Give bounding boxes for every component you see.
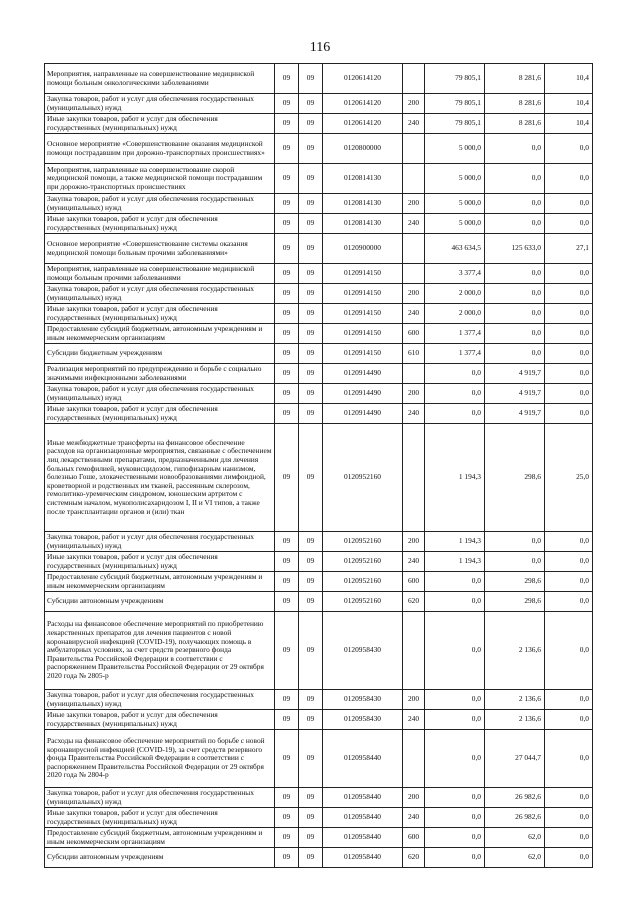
cell-name: Закупка товаров, работ и услуг для обеспечения государственных (муниципальных) нужд xyxy=(45,194,275,214)
cell-percent: 0,0 xyxy=(545,592,593,612)
cell-expense-type: 200 xyxy=(403,284,425,304)
cell-name: Основное мероприятие «Совершенствование оказания медицинской помощи пострадавшим при дорожно-транспортных происшествиях» xyxy=(45,134,275,164)
cell-expense-type: 600 xyxy=(403,828,425,848)
cell-amount-plan: 0,0 xyxy=(425,788,485,808)
table-row xyxy=(45,214,593,234)
cell-amount-actual: 0,0 xyxy=(485,194,545,214)
table-row xyxy=(45,592,593,612)
cell-amount-actual: 26 982,6 xyxy=(485,808,545,828)
cell-section: 09 xyxy=(275,64,299,94)
cell-amount-plan: 1 194,3 xyxy=(425,532,485,552)
cell-percent: 0,0 xyxy=(545,164,593,194)
table-row xyxy=(45,234,593,264)
cell-amount-actual: 0,0 xyxy=(485,552,545,572)
cell-section: 09 xyxy=(275,612,299,690)
cell-section: 09 xyxy=(275,848,299,868)
cell-target-article: 0120914490 xyxy=(323,364,403,384)
cell-subsection: 09 xyxy=(299,710,323,730)
cell-amount-actual: 0,0 xyxy=(485,284,545,304)
cell-amount-actual: 0,0 xyxy=(485,324,545,344)
cell-subsection: 09 xyxy=(299,214,323,234)
cell-section: 09 xyxy=(275,304,299,324)
cell-amount-actual: 62,0 xyxy=(485,848,545,868)
cell-percent: 25,0 xyxy=(545,424,593,532)
table-row xyxy=(45,404,593,424)
cell-section: 09 xyxy=(275,828,299,848)
table-row xyxy=(45,64,593,94)
cell-subsection: 09 xyxy=(299,828,323,848)
cell-amount-plan: 0,0 xyxy=(425,572,485,592)
cell-section: 09 xyxy=(275,194,299,214)
cell-target-article: 0120958430 xyxy=(323,710,403,730)
table-body xyxy=(45,64,593,868)
cell-percent: 10,4 xyxy=(545,64,593,94)
cell-target-article: 0120614120 xyxy=(323,114,403,134)
cell-subsection: 09 xyxy=(299,64,323,94)
cell-target-article: 0120952160 xyxy=(323,532,403,552)
table-row xyxy=(45,690,593,710)
cell-amount-actual: 2 136,6 xyxy=(485,612,545,690)
cell-amount-plan: 79 805,1 xyxy=(425,94,485,114)
cell-subsection: 09 xyxy=(299,304,323,324)
cell-amount-actual: 62,0 xyxy=(485,828,545,848)
cell-amount-plan: 0,0 xyxy=(425,592,485,612)
cell-target-article: 0120958430 xyxy=(323,612,403,690)
cell-amount-plan: 0,0 xyxy=(425,384,485,404)
cell-subsection: 09 xyxy=(299,134,323,164)
cell-subsection: 09 xyxy=(299,164,323,194)
cell-section: 09 xyxy=(275,710,299,730)
cell-name: Мероприятия, направленные на совершенствование скорой медицинской помощи, а также медицинской помощи пострадавшим при дорожно-транспортных происшествиях xyxy=(45,164,275,194)
cell-percent: 27,1 xyxy=(545,234,593,264)
cell-name: Иные закупки товаров, работ и услуг для обеспечения государственных (муниципальных) нужд xyxy=(45,552,275,572)
table-row xyxy=(45,94,593,114)
cell-percent: 0,0 xyxy=(545,848,593,868)
table-row xyxy=(45,788,593,808)
cell-subsection: 09 xyxy=(299,194,323,214)
cell-amount-actual: 8 281,6 xyxy=(485,114,545,134)
cell-expense-type: 200 xyxy=(403,94,425,114)
cell-target-article: 0120614120 xyxy=(323,64,403,94)
cell-section: 09 xyxy=(275,114,299,134)
cell-amount-plan: 3 377,4 xyxy=(425,264,485,284)
table-row xyxy=(45,134,593,164)
table-row xyxy=(45,194,593,214)
cell-amount-actual: 2 136,6 xyxy=(485,690,545,710)
cell-amount-plan: 2 000,0 xyxy=(425,284,485,304)
cell-expense-type xyxy=(403,730,425,788)
cell-expense-type: 620 xyxy=(403,592,425,612)
budget-table xyxy=(44,63,593,868)
cell-target-article: 0120814130 xyxy=(323,194,403,214)
cell-subsection: 09 xyxy=(299,532,323,552)
cell-amount-actual: 298,6 xyxy=(485,424,545,532)
cell-section: 09 xyxy=(275,344,299,364)
cell-expense-type xyxy=(403,612,425,690)
table-row xyxy=(45,344,593,364)
table-row xyxy=(45,384,593,404)
cell-percent: 0,0 xyxy=(545,304,593,324)
table-row xyxy=(45,264,593,284)
cell-percent: 10,4 xyxy=(545,94,593,114)
cell-name: Закупка товаров, работ и услуг для обеспечения государственных (муниципальных) нужд xyxy=(45,788,275,808)
cell-expense-type xyxy=(403,134,425,164)
cell-name: Реализация мероприятий по предупреждению и борьбе с социально значимыми инфекционными заболеваниями xyxy=(45,364,275,384)
cell-amount-actual: 0,0 xyxy=(485,264,545,284)
cell-expense-type: 240 xyxy=(403,552,425,572)
table-row xyxy=(45,424,593,532)
cell-subsection: 09 xyxy=(299,344,323,364)
cell-expense-type: 240 xyxy=(403,114,425,134)
cell-target-article: 0120800000 xyxy=(323,134,403,164)
cell-section: 09 xyxy=(275,284,299,304)
cell-name: Мероприятия, направленные на совершенствование медицинской помощи больным прочими заболеваниями xyxy=(45,264,275,284)
cell-name: Расходы на финансовое обеспечение мероприятий по борьбе с новой коронавирусной инфекцией (COVID-19), за счет средств резервного фонда Правительства Российской Федерации в соответствии с распоряжением Правительства Российской Федерации от 29 октября 2020 года № 2804-р xyxy=(45,730,275,788)
cell-name: Расходы на финансовое обеспечение мероприятий по приобретению лекарственных препаратов для лечения пациентов с новой коронавирусной инфекцией (COVID-19), получающих помощь в амбулаторных условиях, за счет средств резервного фонда Правительства Российской Федерации в соответствии с распоряжением Правительства Российской Федерации от 29 октября 2020 года № 2805-р xyxy=(45,612,275,690)
cell-amount-plan: 0,0 xyxy=(425,364,485,384)
cell-percent: 0,0 xyxy=(545,828,593,848)
table-row xyxy=(45,552,593,572)
cell-target-article: 0120958440 xyxy=(323,808,403,828)
cell-section: 09 xyxy=(275,730,299,788)
cell-section: 09 xyxy=(275,572,299,592)
cell-expense-type: 200 xyxy=(403,788,425,808)
cell-subsection: 09 xyxy=(299,808,323,828)
cell-name: Иные закупки товаров, работ и услуг для обеспечения государственных (муниципальных) нужд xyxy=(45,214,275,234)
cell-percent: 0,0 xyxy=(545,284,593,304)
cell-target-article: 0120958430 xyxy=(323,690,403,710)
cell-expense-type: 200 xyxy=(403,194,425,214)
cell-target-article: 0120914150 xyxy=(323,284,403,304)
cell-expense-type xyxy=(403,424,425,532)
cell-name: Иные межбюджетные трансферты на финансовое обеспечение расходов на организационные мероприятия, связанные с обеспечением лиц лекарственными препаратами, предназначенными для лечения больных гемофилией, муковисцидозом, гипофизарным нанизмом, болезнью Гоше, злокачественными новообразованиями лимфоидной, кроветворной и родственных им тканей, рассеянным склерозом, гемолитико-уремическим синдромом, юношеским артритом с системным началом, мукополисахаридозом I, II и VI типов, а также после трансплантации органов и (или) ткан xyxy=(45,424,275,532)
table-row xyxy=(45,730,593,788)
cell-amount-actual: 8 281,6 xyxy=(485,64,545,94)
cell-amount-plan: 5 000,0 xyxy=(425,164,485,194)
cell-amount-plan: 0,0 xyxy=(425,808,485,828)
cell-name: Предоставление субсидий бюджетным, автономным учреждениям и иным некоммерческим организациям xyxy=(45,324,275,344)
cell-amount-plan: 5 000,0 xyxy=(425,134,485,164)
cell-amount-actual: 27 044,7 xyxy=(485,730,545,788)
cell-name: Закупка товаров, работ и услуг для обеспечения государственных (муниципальных) нужд xyxy=(45,690,275,710)
cell-amount-plan: 1 377,4 xyxy=(425,344,485,364)
cell-target-article: 0120614120 xyxy=(323,94,403,114)
cell-expense-type xyxy=(403,364,425,384)
cell-target-article: 0120814130 xyxy=(323,164,403,194)
cell-name: Иные закупки товаров, работ и услуг для обеспечения государственных (муниципальных) нужд xyxy=(45,404,275,424)
cell-expense-type: 200 xyxy=(403,384,425,404)
cell-percent: 0,0 xyxy=(545,572,593,592)
cell-target-article: 0120952160 xyxy=(323,592,403,612)
cell-amount-actual: 0,0 xyxy=(485,344,545,364)
cell-amount-plan: 1 377,4 xyxy=(425,324,485,344)
cell-subsection: 09 xyxy=(299,424,323,532)
cell-expense-type xyxy=(403,264,425,284)
table-row xyxy=(45,532,593,552)
cell-section: 09 xyxy=(275,552,299,572)
cell-percent: 0,0 xyxy=(545,532,593,552)
cell-target-article: 0120958440 xyxy=(323,788,403,808)
cell-name: Иные закупки товаров, работ и услуг для обеспечения государственных (муниципальных) нужд xyxy=(45,710,275,730)
table-row xyxy=(45,364,593,384)
cell-subsection: 09 xyxy=(299,730,323,788)
table-row xyxy=(45,164,593,194)
cell-expense-type: 240 xyxy=(403,304,425,324)
cell-subsection: 09 xyxy=(299,552,323,572)
cell-subsection: 09 xyxy=(299,264,323,284)
cell-section: 09 xyxy=(275,134,299,164)
cell-amount-actual: 0,0 xyxy=(485,164,545,194)
cell-percent: 0,0 xyxy=(545,552,593,572)
cell-amount-plan: 2 000,0 xyxy=(425,304,485,324)
cell-amount-actual: 4 919,7 xyxy=(485,404,545,424)
table-row xyxy=(45,304,593,324)
table-row xyxy=(45,808,593,828)
cell-amount-actual: 26 982,6 xyxy=(485,788,545,808)
cell-subsection: 09 xyxy=(299,364,323,384)
cell-percent: 0,0 xyxy=(545,194,593,214)
cell-amount-plan: 0,0 xyxy=(425,828,485,848)
cell-expense-type: 600 xyxy=(403,572,425,592)
cell-name: Иные закупки товаров, работ и услуг для обеспечения государственных (муниципальных) нужд xyxy=(45,114,275,134)
cell-amount-plan: 5 000,0 xyxy=(425,214,485,234)
cell-section: 09 xyxy=(275,424,299,532)
table-row xyxy=(45,848,593,868)
cell-subsection: 09 xyxy=(299,284,323,304)
cell-name: Закупка товаров, работ и услуг для обеспечения государственных (муниципальных) нужд xyxy=(45,94,275,114)
cell-amount-actual: 298,6 xyxy=(485,592,545,612)
cell-amount-plan: 1 194,3 xyxy=(425,552,485,572)
cell-section: 09 xyxy=(275,690,299,710)
cell-subsection: 09 xyxy=(299,690,323,710)
cell-name: Закупка товаров, работ и услуг для обеспечения государственных (муниципальных) нужд xyxy=(45,532,275,552)
cell-name: Субсидии бюджетным учреждениям xyxy=(45,344,275,364)
cell-name: Субсидии автономным учреждениям xyxy=(45,592,275,612)
cell-expense-type xyxy=(403,234,425,264)
cell-target-article: 0120914150 xyxy=(323,264,403,284)
table-row xyxy=(45,612,593,690)
cell-percent: 10,4 xyxy=(545,114,593,134)
cell-section: 09 xyxy=(275,324,299,344)
cell-section: 09 xyxy=(275,788,299,808)
cell-subsection: 09 xyxy=(299,404,323,424)
cell-percent: 0,0 xyxy=(545,264,593,284)
cell-name: Иные закупки товаров, работ и услуг для обеспечения государственных (муниципальных) нужд xyxy=(45,808,275,828)
cell-name: Основное мероприятие «Совершенствование системы оказания медицинской помощи больным прочими заболеваниями» xyxy=(45,234,275,264)
cell-amount-plan: 463 634,5 xyxy=(425,234,485,264)
cell-percent: 0,0 xyxy=(545,214,593,234)
cell-name: Мероприятия, направленные на совершенствование медицинской помощи больным онкологическими заболеваниями xyxy=(45,64,275,94)
cell-target-article: 0120914150 xyxy=(323,324,403,344)
cell-name: Закупка товаров, работ и услуг для обеспечения государственных (муниципальных) нужд xyxy=(45,284,275,304)
cell-target-article: 0120900000 xyxy=(323,234,403,264)
cell-target-article: 0120958440 xyxy=(323,848,403,868)
cell-percent: 0,0 xyxy=(545,808,593,828)
cell-target-article: 0120914490 xyxy=(323,404,403,424)
cell-expense-type: 240 xyxy=(403,404,425,424)
cell-percent: 0,0 xyxy=(545,710,593,730)
cell-amount-plan: 79 805,1 xyxy=(425,114,485,134)
cell-percent: 0,0 xyxy=(545,134,593,164)
cell-subsection: 09 xyxy=(299,612,323,690)
cell-expense-type: 200 xyxy=(403,532,425,552)
page-number: 116 xyxy=(309,40,331,55)
cell-amount-plan: 0,0 xyxy=(425,404,485,424)
cell-percent: 0,0 xyxy=(545,788,593,808)
cell-amount-actual: 0,0 xyxy=(485,134,545,164)
cell-amount-actual: 298,6 xyxy=(485,572,545,592)
cell-amount-actual: 4 919,7 xyxy=(485,364,545,384)
cell-section: 09 xyxy=(275,234,299,264)
cell-name: Субсидии автономным учреждениям xyxy=(45,848,275,868)
cell-target-article: 0120914490 xyxy=(323,384,403,404)
cell-amount-actual: 4 919,7 xyxy=(485,384,545,404)
cell-amount-plan: 0,0 xyxy=(425,612,485,690)
cell-percent: 0,0 xyxy=(545,404,593,424)
cell-target-article: 0120814130 xyxy=(323,214,403,234)
cell-amount-actual: 8 281,6 xyxy=(485,94,545,114)
cell-percent: 0,0 xyxy=(545,344,593,364)
cell-amount-actual: 0,0 xyxy=(485,532,545,552)
cell-expense-type xyxy=(403,164,425,194)
cell-section: 09 xyxy=(275,404,299,424)
cell-target-article: 0120952160 xyxy=(323,572,403,592)
cell-amount-actual: 0,0 xyxy=(485,304,545,324)
table-row xyxy=(45,284,593,304)
cell-amount-plan: 79 805,1 xyxy=(425,64,485,94)
cell-expense-type: 620 xyxy=(403,848,425,868)
cell-expense-type: 200 xyxy=(403,690,425,710)
cell-section: 09 xyxy=(275,592,299,612)
cell-name: Иные закупки товаров, работ и услуг для обеспечения государственных (муниципальных) нужд xyxy=(45,304,275,324)
cell-amount-actual: 0,0 xyxy=(485,214,545,234)
table-row xyxy=(45,114,593,134)
table-row xyxy=(45,324,593,344)
cell-section: 09 xyxy=(275,808,299,828)
cell-target-article: 0120958440 xyxy=(323,828,403,848)
cell-amount-plan: 0,0 xyxy=(425,730,485,788)
cell-section: 09 xyxy=(275,264,299,284)
table-row xyxy=(45,828,593,848)
cell-amount-actual: 2 136,6 xyxy=(485,710,545,730)
cell-target-article: 0120914150 xyxy=(323,304,403,324)
cell-expense-type: 240 xyxy=(403,710,425,730)
cell-subsection: 09 xyxy=(299,592,323,612)
cell-target-article: 0120952160 xyxy=(323,552,403,572)
cell-name: Предоставление субсидий бюджетным, автономным учреждениям и иным некоммерческим организациям xyxy=(45,828,275,848)
cell-name: Предоставление субсидий бюджетным, автономным учреждениям и иным некоммерческим организациям xyxy=(45,572,275,592)
cell-name: Закупка товаров, работ и услуг для обеспечения государственных (муниципальных) нужд xyxy=(45,384,275,404)
cell-expense-type: 240 xyxy=(403,808,425,828)
cell-amount-plan: 0,0 xyxy=(425,690,485,710)
cell-subsection: 09 xyxy=(299,234,323,264)
cell-section: 09 xyxy=(275,164,299,194)
cell-subsection: 09 xyxy=(299,114,323,134)
cell-percent: 0,0 xyxy=(545,324,593,344)
cell-subsection: 09 xyxy=(299,384,323,404)
cell-section: 09 xyxy=(275,384,299,404)
cell-target-article: 0120958440 xyxy=(323,730,403,788)
cell-percent: 0,0 xyxy=(545,730,593,788)
cell-amount-plan: 0,0 xyxy=(425,710,485,730)
cell-subsection: 09 xyxy=(299,94,323,114)
cell-subsection: 09 xyxy=(299,848,323,868)
cell-expense-type: 610 xyxy=(403,344,425,364)
cell-expense-type: 600 xyxy=(403,324,425,344)
cell-target-article: 0120914150 xyxy=(323,344,403,364)
cell-subsection: 09 xyxy=(299,788,323,808)
cell-expense-type xyxy=(403,64,425,94)
table-row xyxy=(45,572,593,592)
cell-section: 09 xyxy=(275,364,299,384)
cell-amount-plan: 1 194,3 xyxy=(425,424,485,532)
cell-percent: 0,0 xyxy=(545,384,593,404)
cell-subsection: 09 xyxy=(299,572,323,592)
cell-percent: 0,0 xyxy=(545,364,593,384)
cell-amount-plan: 0,0 xyxy=(425,848,485,868)
cell-expense-type: 240 xyxy=(403,214,425,234)
cell-amount-actual: 125 633,0 xyxy=(485,234,545,264)
cell-subsection: 09 xyxy=(299,324,323,344)
cell-percent: 0,0 xyxy=(545,690,593,710)
cell-section: 09 xyxy=(275,214,299,234)
cell-section: 09 xyxy=(275,94,299,114)
cell-amount-plan: 5 000,0 xyxy=(425,194,485,214)
cell-percent: 0,0 xyxy=(545,612,593,690)
cell-section: 09 xyxy=(275,532,299,552)
table-row xyxy=(45,710,593,730)
cell-target-article: 0120952160 xyxy=(323,424,403,532)
